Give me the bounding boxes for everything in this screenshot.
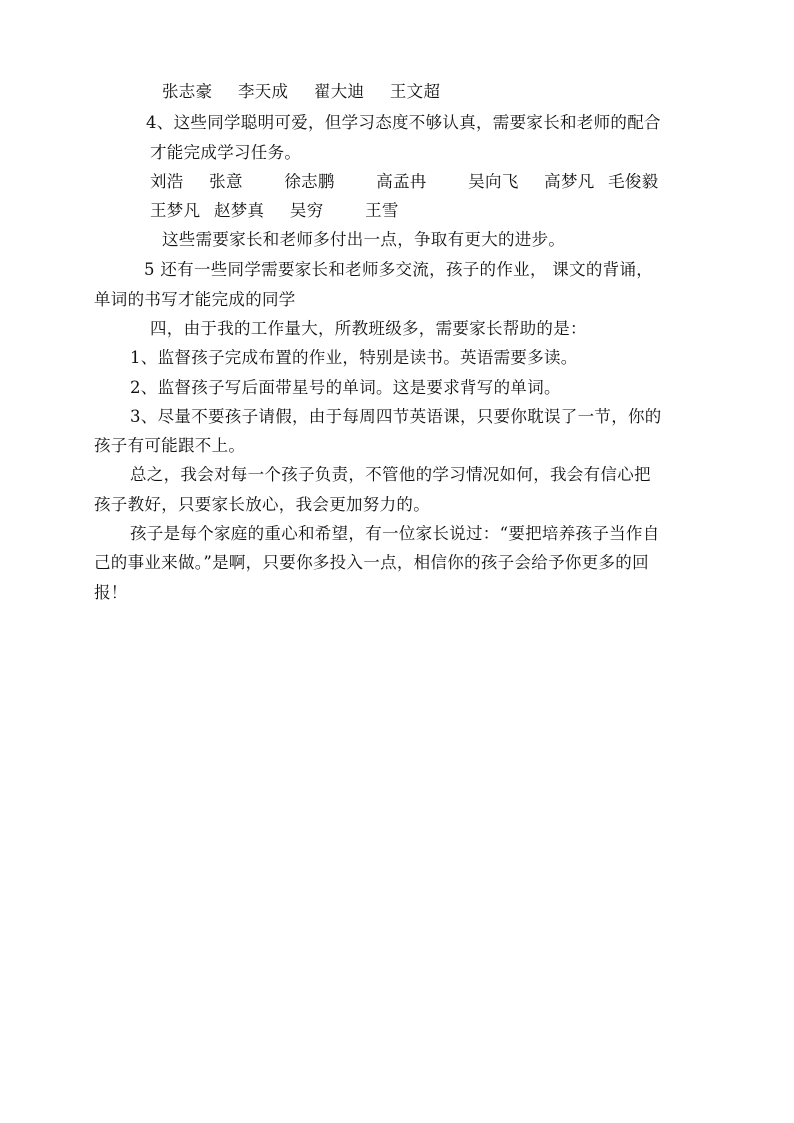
item-5-line-1: 5 还有一些同学需要家长和老师多交流，孩子的作业， 课文的背诵， (144, 260, 654, 279)
help-item-1: 1、监督孩子完成布置的作业，特别是读书。英语需要多读。 (130, 348, 578, 367)
student-name: 王雪 (365, 201, 399, 220)
student-name: 翟大迪 (313, 82, 365, 101)
student-name: 毛俊毅 (608, 172, 659, 191)
names-row-3 (150, 201, 399, 221)
student-name: 王梦凡 (150, 201, 201, 220)
closing-line-3: 报！ (94, 583, 128, 602)
summary-line-1: 总之，我会对每一个孩子负责，不管他的学习情况如何，我会有信心把 (130, 465, 651, 484)
student-name: 高梦凡 (544, 172, 595, 191)
summary-line-2: 孩子教好，只要家长放心，我会更加努力的。 (94, 495, 430, 514)
student-name: 张意 (209, 172, 243, 191)
student-name: 吴穷 (289, 201, 324, 220)
student-name: 张志豪 (162, 82, 213, 101)
item-4-note: 这些需要家长和老师多付出一点，争取有更大的进步。 (162, 230, 566, 249)
student-name: 刘浩 (150, 172, 184, 191)
help-item-3-line-2: 孩子有可能跟不上。 (94, 436, 246, 455)
closing-line-1: 孩子是每个家庭的重心和希望，有一位家长说过：“要把培养孩子当作自 (130, 524, 660, 543)
item-4-line-2: 才能完成学习任务。 (150, 143, 302, 162)
section-4-heading: 四，由于我的工作量大，所教班级多，需要家长帮助的是： (150, 319, 587, 338)
item-4-line-1: 4、这些同学聪明可爱，但学习态度不够认真，需要家长和老师的配合 (146, 113, 661, 132)
student-name: 李天成 (237, 82, 289, 101)
student-name: 王文超 (389, 82, 441, 101)
names-row-2 (150, 172, 659, 192)
help-item-3-line-1: 3、尽量不要孩子请假，由于每周四节英语课，只要你耽误了一节，你的 (130, 407, 662, 426)
student-name: 徐志鹏 (284, 172, 335, 191)
student-name: 吴向飞 (468, 172, 519, 191)
help-item-2: 2、监督孩子写后面带星号的单词。这是要求背写的单词。 (130, 378, 561, 397)
closing-line-2: 己的事业来做。”是啊，只要你多投入一点，相信你的孩子会给予你更多的回 (94, 553, 649, 572)
item-5-line-2: 单词的书写才能完成的同学 (94, 290, 296, 309)
names-row-1 (162, 82, 440, 102)
student-name: 赵梦真 (213, 201, 265, 220)
student-name: 高孟冉 (376, 172, 427, 191)
